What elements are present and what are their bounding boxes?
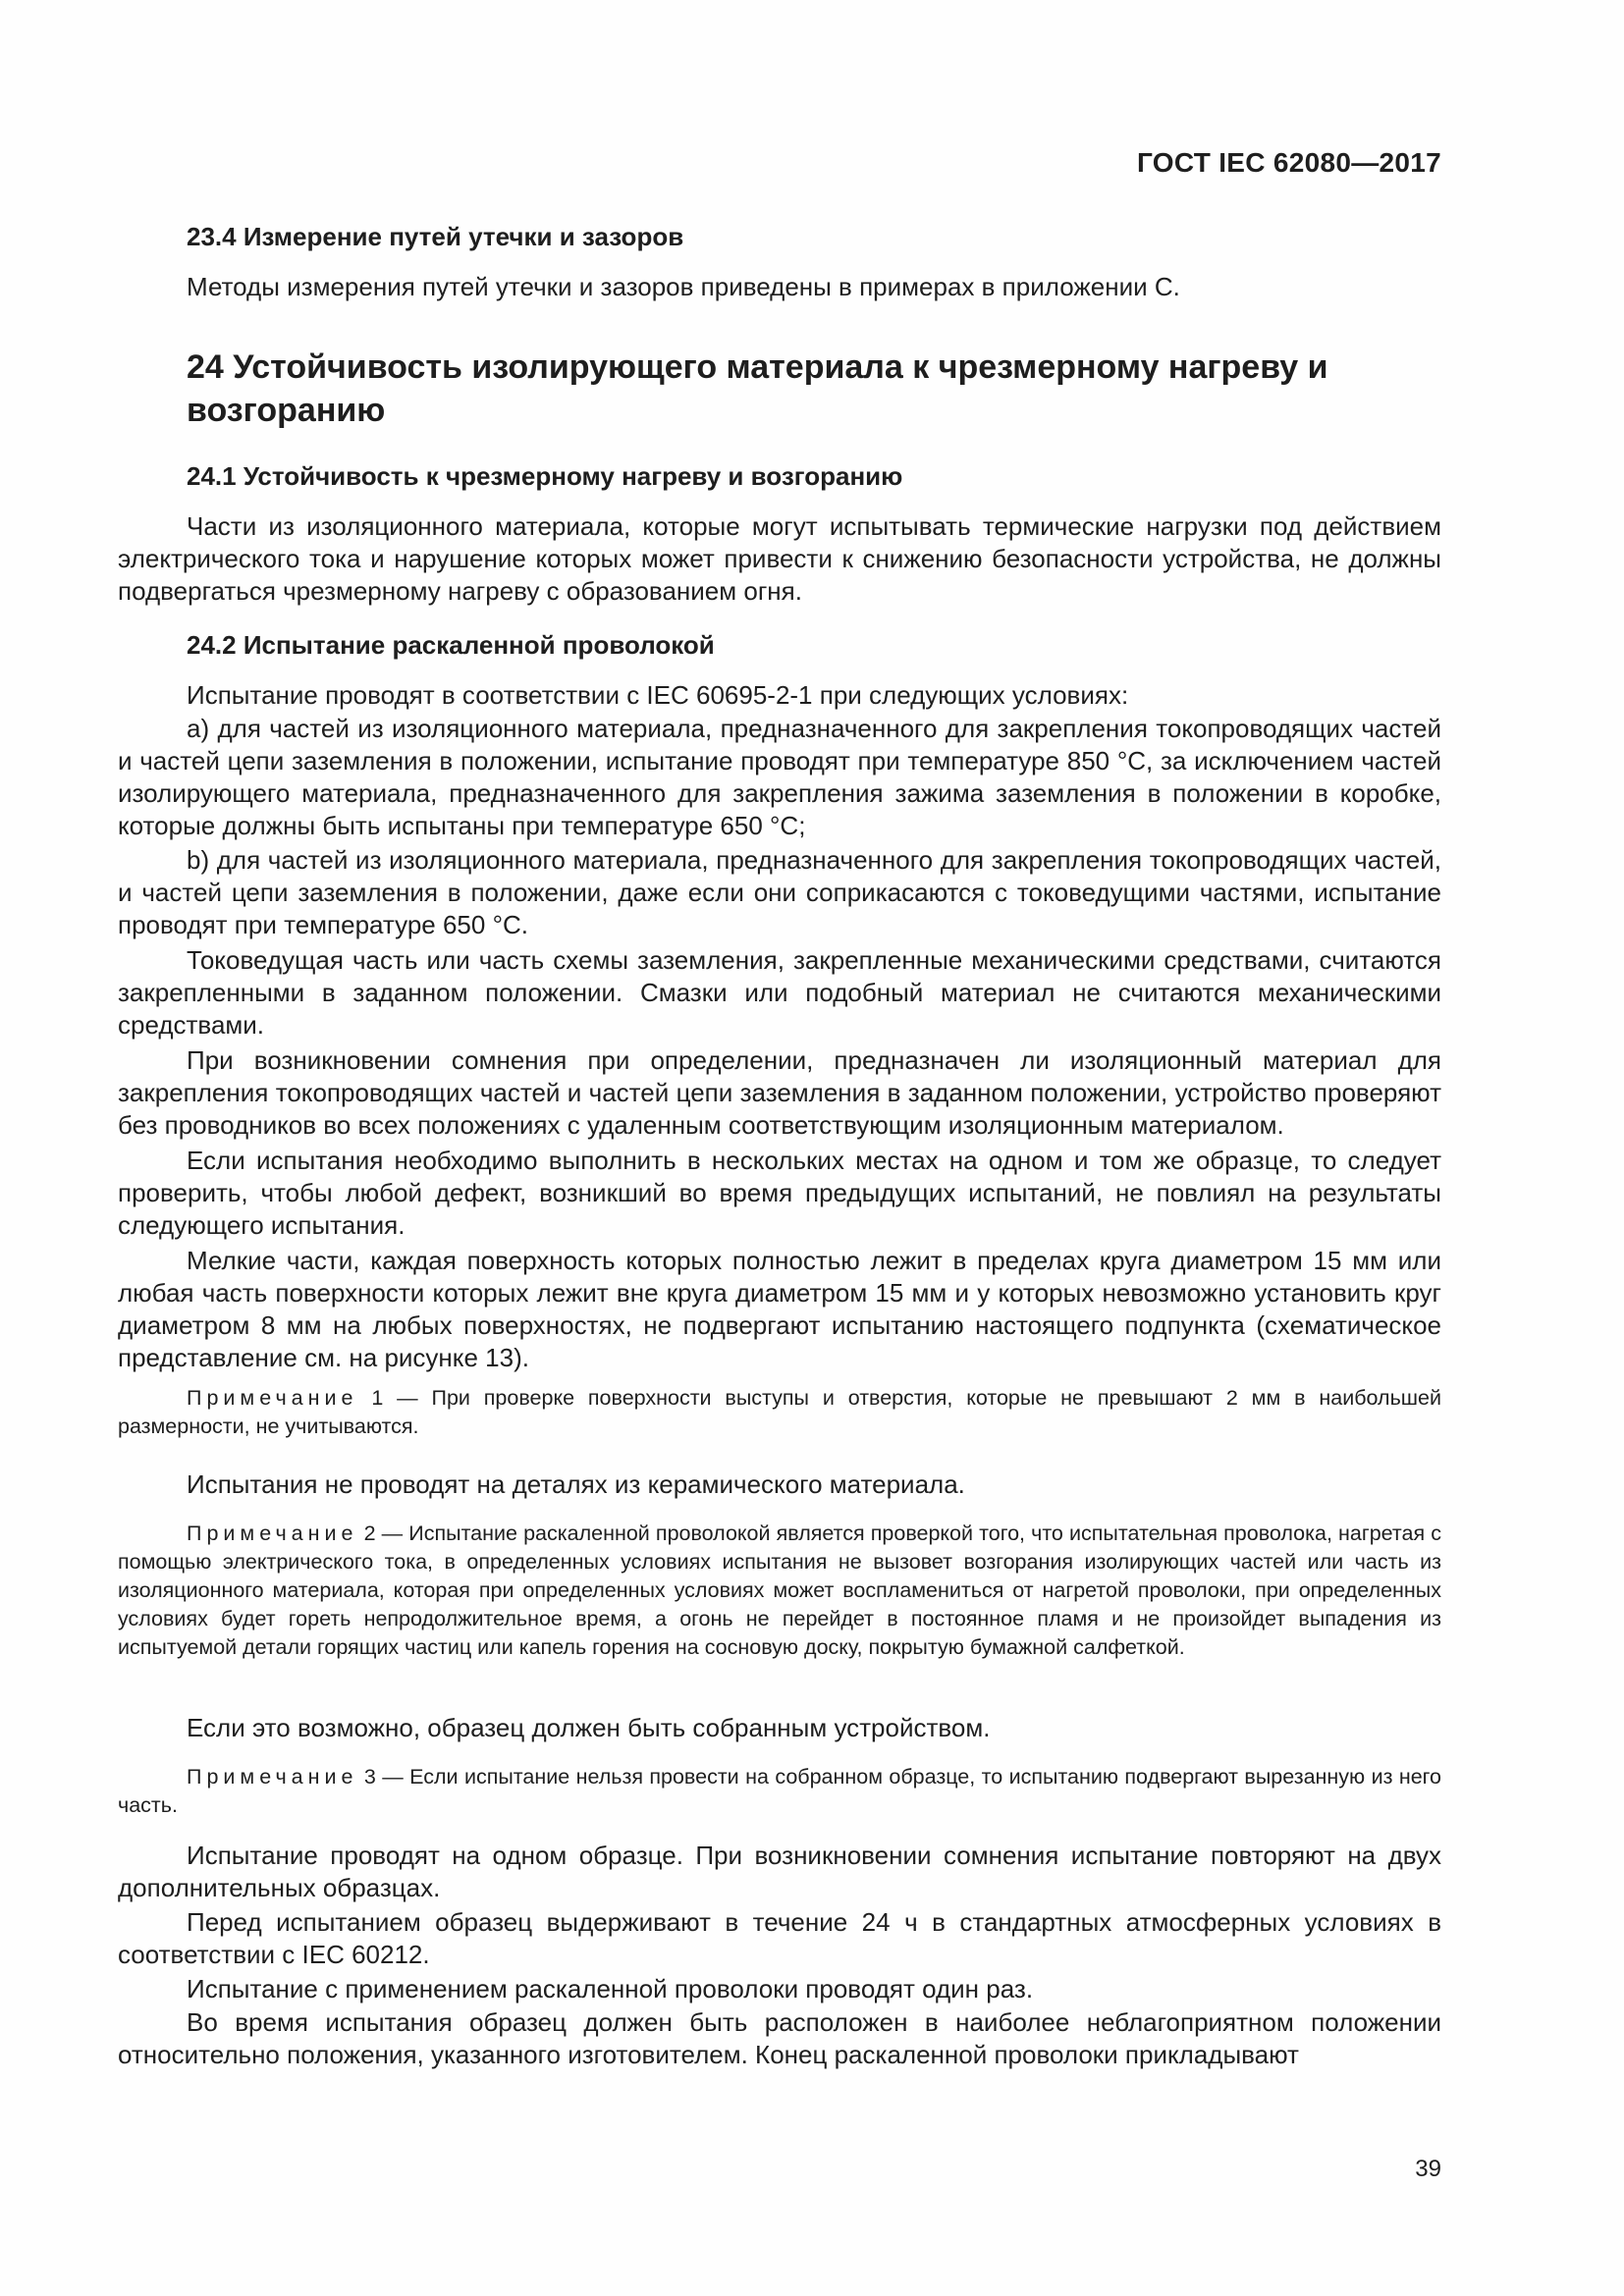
paragraph: Испытание с применением раскаленной проволоки проводят один раз.	[187, 1974, 1034, 2003]
section-title-24-1: 24.1 Устойчивость к чрезмерному нагреву и возгоранию	[187, 461, 903, 491]
note-2	[118, 1520, 1441, 1662]
list-item-a: a) для частей из изоляционного материала, предназначенного для закрепления токопроводящих частей и частей цепи заземления в положении, испытание проводят при температуре 850 °С, за исключением частей изолирующего материала, предназначенного для закрепления зажима заземления в положении в коробке, которые должны быть испытаны при температуре 650 °С;	[118, 714, 1441, 840]
section-title-24-2: 24.2 Испытание раскаленной проволокой	[187, 630, 715, 660]
paragraph: Методы измерения путей утечки и зазоров приведены в примерах в приложении С.	[187, 272, 1180, 301]
paragraph: Испытание проводят в соответствии с IEC 60695-2-1 при следующих условиях:	[187, 680, 1129, 710]
paragraph: Если это возможно, образец должен быть собранным устройством.	[187, 1713, 991, 1742]
note-label: Примечание	[187, 1386, 358, 1410]
note-text: 2 — Испытание раскаленной проволокой является проверкой того, что испытательная проволока, нагретая с помощью электрического тока, в определенных условиях испытания не вызовет возгорания изолирующих частей или часть из изоляционного материала, которая при определенных условиях может воспламениться от нагретой проволоки, при определенных условиях будет гореть непродолжительное время, а огонь не перейдет в постоянное пламя и не произойдет выпадения из испытуемой детали горящих частиц или капель горения на сосновую доску, покрытую бумажной салфеткой.	[118, 1522, 1441, 1659]
note-label: Примечание	[187, 1765, 358, 1789]
chapter-title-24: 24 Устойчивость изолирующего материала к чрезмерному нагреву и возгоранию	[187, 348, 1328, 429]
note-1	[118, 1384, 1441, 1441]
note-3	[118, 1763, 1441, 1820]
note-text: 3 — Если испытание нельзя провести на собранном образце, то испытанию подвергают вырезанную из него часть.	[118, 1765, 1441, 1817]
paragraph: Во время испытания образец должен быть расположен в наиболее неблагоприятном положении относительно положения, указанного изготовителем. Конец раскаленной проволоки прикладывают	[118, 2007, 1441, 2069]
page-number: 39	[1415, 2156, 1441, 2182]
paragraph: Токоведущая часть или часть схемы заземления, закрепленные механическими средствами, считаются закрепленными в заданном положении. Смазки или подобный материал не считаются механическими средствами.	[118, 945, 1441, 1040]
paragraph: Части из изоляционного материала, которые могут испытывать термические нагрузки под действием электрического тока и нарушение которых может привести к снижению безопасности устройства, не должны подвергаться чрезмерному нагреву с образованием огня.	[118, 511, 1441, 606]
paragraph: Испытания не проводят на деталях из керамического материала.	[187, 1469, 965, 1499]
section-title-23-4: 23.4 Измерение путей утечки и зазоров	[187, 222, 684, 251]
paragraph: Если испытания необходимо выполнить в нескольких местах на одном и том же образце, то следует проверить, чтобы любой дефект, возникший во время предыдущих испытаний, не повлиял на результаты следующего испытания.	[118, 1146, 1441, 1240]
document-header: ГОСТ IEC 62080—2017	[1137, 147, 1441, 178]
note-label: Примечание	[187, 1522, 358, 1545]
list-item-b: b) для частей из изоляционного материала, предназначенного для закрепления токопроводящих частей, и частей цепи заземления в положении, даже если они соприкасаются с токоведущими частями, испытание проводят при температуре 650 °С.	[118, 845, 1441, 939]
note-text: 1 — При проверке поверхности выступы и отверстия, которые не превышают 2 мм в наибольшей размерности, не учитываются.	[118, 1386, 1441, 1438]
paragraph: Перед испытанием образец выдерживают в течение 24 ч в стандартных атмосферных условиях в соответствии с IEC 60212.	[118, 1907, 1441, 1969]
paragraph: Мелкие части, каждая поверхность которых полностью лежит в пределах круга диаметром 15 мм или любая часть поверхности которых лежит вне круга диаметром 15 мм и у которых невозможно установить круг диаметром 8 мм на любых поверхностях, не подвергают испытанию настоящего подпункта (схематическое представление см. на рисунке 13).	[118, 1246, 1441, 1372]
paragraph: Испытание проводят на одном образце. При возникновении сомнения испытание повторяют на двух дополнительных образцах.	[118, 1841, 1441, 1902]
paragraph: При возникновении сомнения при определении, предназначен ли изоляционный материал для закрепления токопроводящих частей и частей цепи заземления в заданном положении, устройство проверяют без проводников во всех положениях с удаленным соответствующим изоляционным материалом.	[118, 1045, 1441, 1140]
